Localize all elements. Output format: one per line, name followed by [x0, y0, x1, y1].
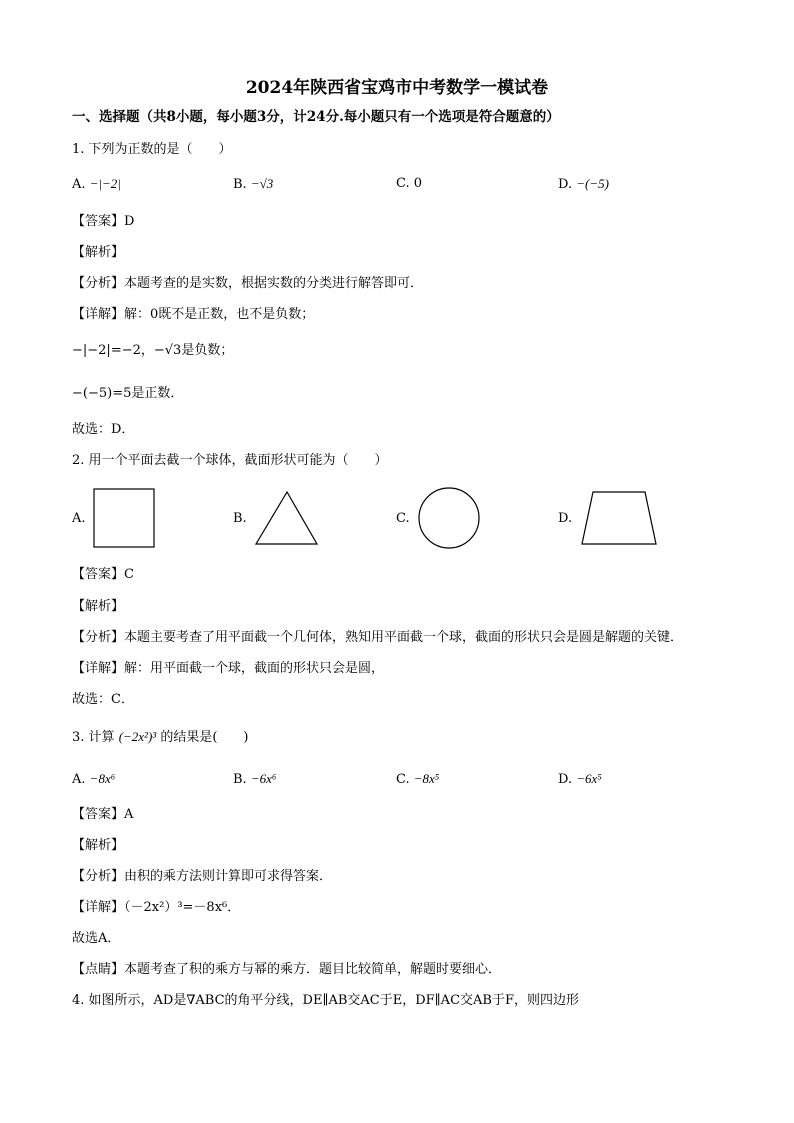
q1-analysis-head: 【解析】	[72, 245, 125, 260]
option-label: A.	[72, 772, 86, 787]
trapezoid-shape	[581, 490, 659, 546]
option-expr: 0	[413, 176, 423, 191]
option-expr: −6x⁶	[250, 771, 277, 786]
q1-detail-3: −(−5)=5是正数．	[72, 386, 184, 401]
q3-dianjing: 【点睛】本题考查了积的乘方与幂的乘方．题目比较简单，解题时要细心．	[72, 962, 502, 977]
question-4-stem: 4. 如图所示，AD是∇ABC的角平分线，DE∥AB交AC于E，DF∥AC交AB于F，则四边形	[72, 993, 579, 1008]
q1-option-d	[558, 175, 609, 194]
q2-option-a-label: A.	[72, 511, 86, 526]
option-label: C.	[396, 176, 410, 191]
question-2-stem: 2. 用一个平面去截一个球体，截面形状可能为（ ）	[72, 453, 388, 468]
q2-choose: 故选：C．	[72, 692, 134, 707]
q2-analysis-head: 【解析】	[72, 599, 125, 614]
q3-fenxi: 【分析】由积的乘方法则计算即可求得答案．	[72, 869, 333, 884]
q1-option-b	[233, 175, 273, 194]
option-expr: −√3	[250, 176, 274, 191]
q2-fenxi: 【分析】本题主要考查了用平面截一个几何体，熟知用平面截一个球，截面的形状只会是圆是解题的关键．	[72, 630, 684, 645]
q1-fenxi: 【分析】本题考查的是实数，根据实数的分类进行解答即可．	[72, 276, 424, 291]
q2-option-c-label: C.	[396, 511, 410, 526]
stem-expression: (−2x²)³	[118, 729, 157, 744]
q3-option-b	[233, 770, 276, 789]
q3-option-c	[396, 770, 439, 789]
q1-detail: 【详解】解：0既不是正数，也不是负数；	[72, 307, 315, 322]
q3-option-a	[72, 770, 115, 789]
option-label: D.	[558, 772, 573, 787]
option-label: B.	[233, 177, 247, 192]
q1-detail-2: −|−2|=−2，−√3是负数；	[72, 343, 234, 358]
stem-suffix: 的结果是( )	[160, 730, 249, 745]
q2-detail: 【详解】解：用平面截一个球，截面的形状只会是圆，	[72, 661, 385, 676]
question-3-stem	[72, 728, 248, 747]
page-title: 2024年陕西省宝鸡市中考数学一模试卷	[245, 78, 549, 98]
q1-choose: 故选：D．	[72, 422, 135, 437]
option-expr: −8x⁵	[413, 771, 440, 786]
question-1-stem: 1. 下列为正数的是（ ）	[72, 142, 232, 157]
q3-detail: 【详解】（－2x²）³=－8x⁶．	[72, 900, 241, 915]
option-label: D.	[558, 177, 573, 192]
square-shape	[93, 488, 156, 548]
option-label: B.	[233, 772, 247, 787]
option-expr: −|−2|	[89, 176, 121, 191]
option-expr: −(−5)	[576, 176, 609, 191]
option-expr: −6x⁵	[576, 771, 602, 786]
circle-shape	[417, 487, 481, 551]
q1-answer: 【答案】D	[72, 214, 135, 229]
q3-option-d	[558, 770, 602, 789]
option-label: C.	[396, 772, 410, 787]
q3-answer: 【答案】A	[72, 807, 134, 822]
section-heading: 一、选择题（共8小题，每小题3分，计24分.每小题只有一个选项是符合题意的）	[72, 109, 560, 125]
q1-option-a	[72, 175, 121, 194]
option-label: A.	[72, 177, 86, 192]
option-expr: −8x⁶	[89, 771, 116, 786]
q3-analysis-head: 【解析】	[72, 838, 125, 853]
triangle-shape	[255, 490, 319, 546]
q3-choose: 故选A．	[72, 931, 121, 946]
q2-answer: 【答案】C	[72, 567, 134, 582]
q2-option-b-label: B.	[233, 511, 247, 526]
q1-option-c	[396, 175, 422, 193]
q2-option-d-label: D.	[558, 511, 573, 526]
stem-prefix: 3. 计算	[72, 730, 115, 745]
